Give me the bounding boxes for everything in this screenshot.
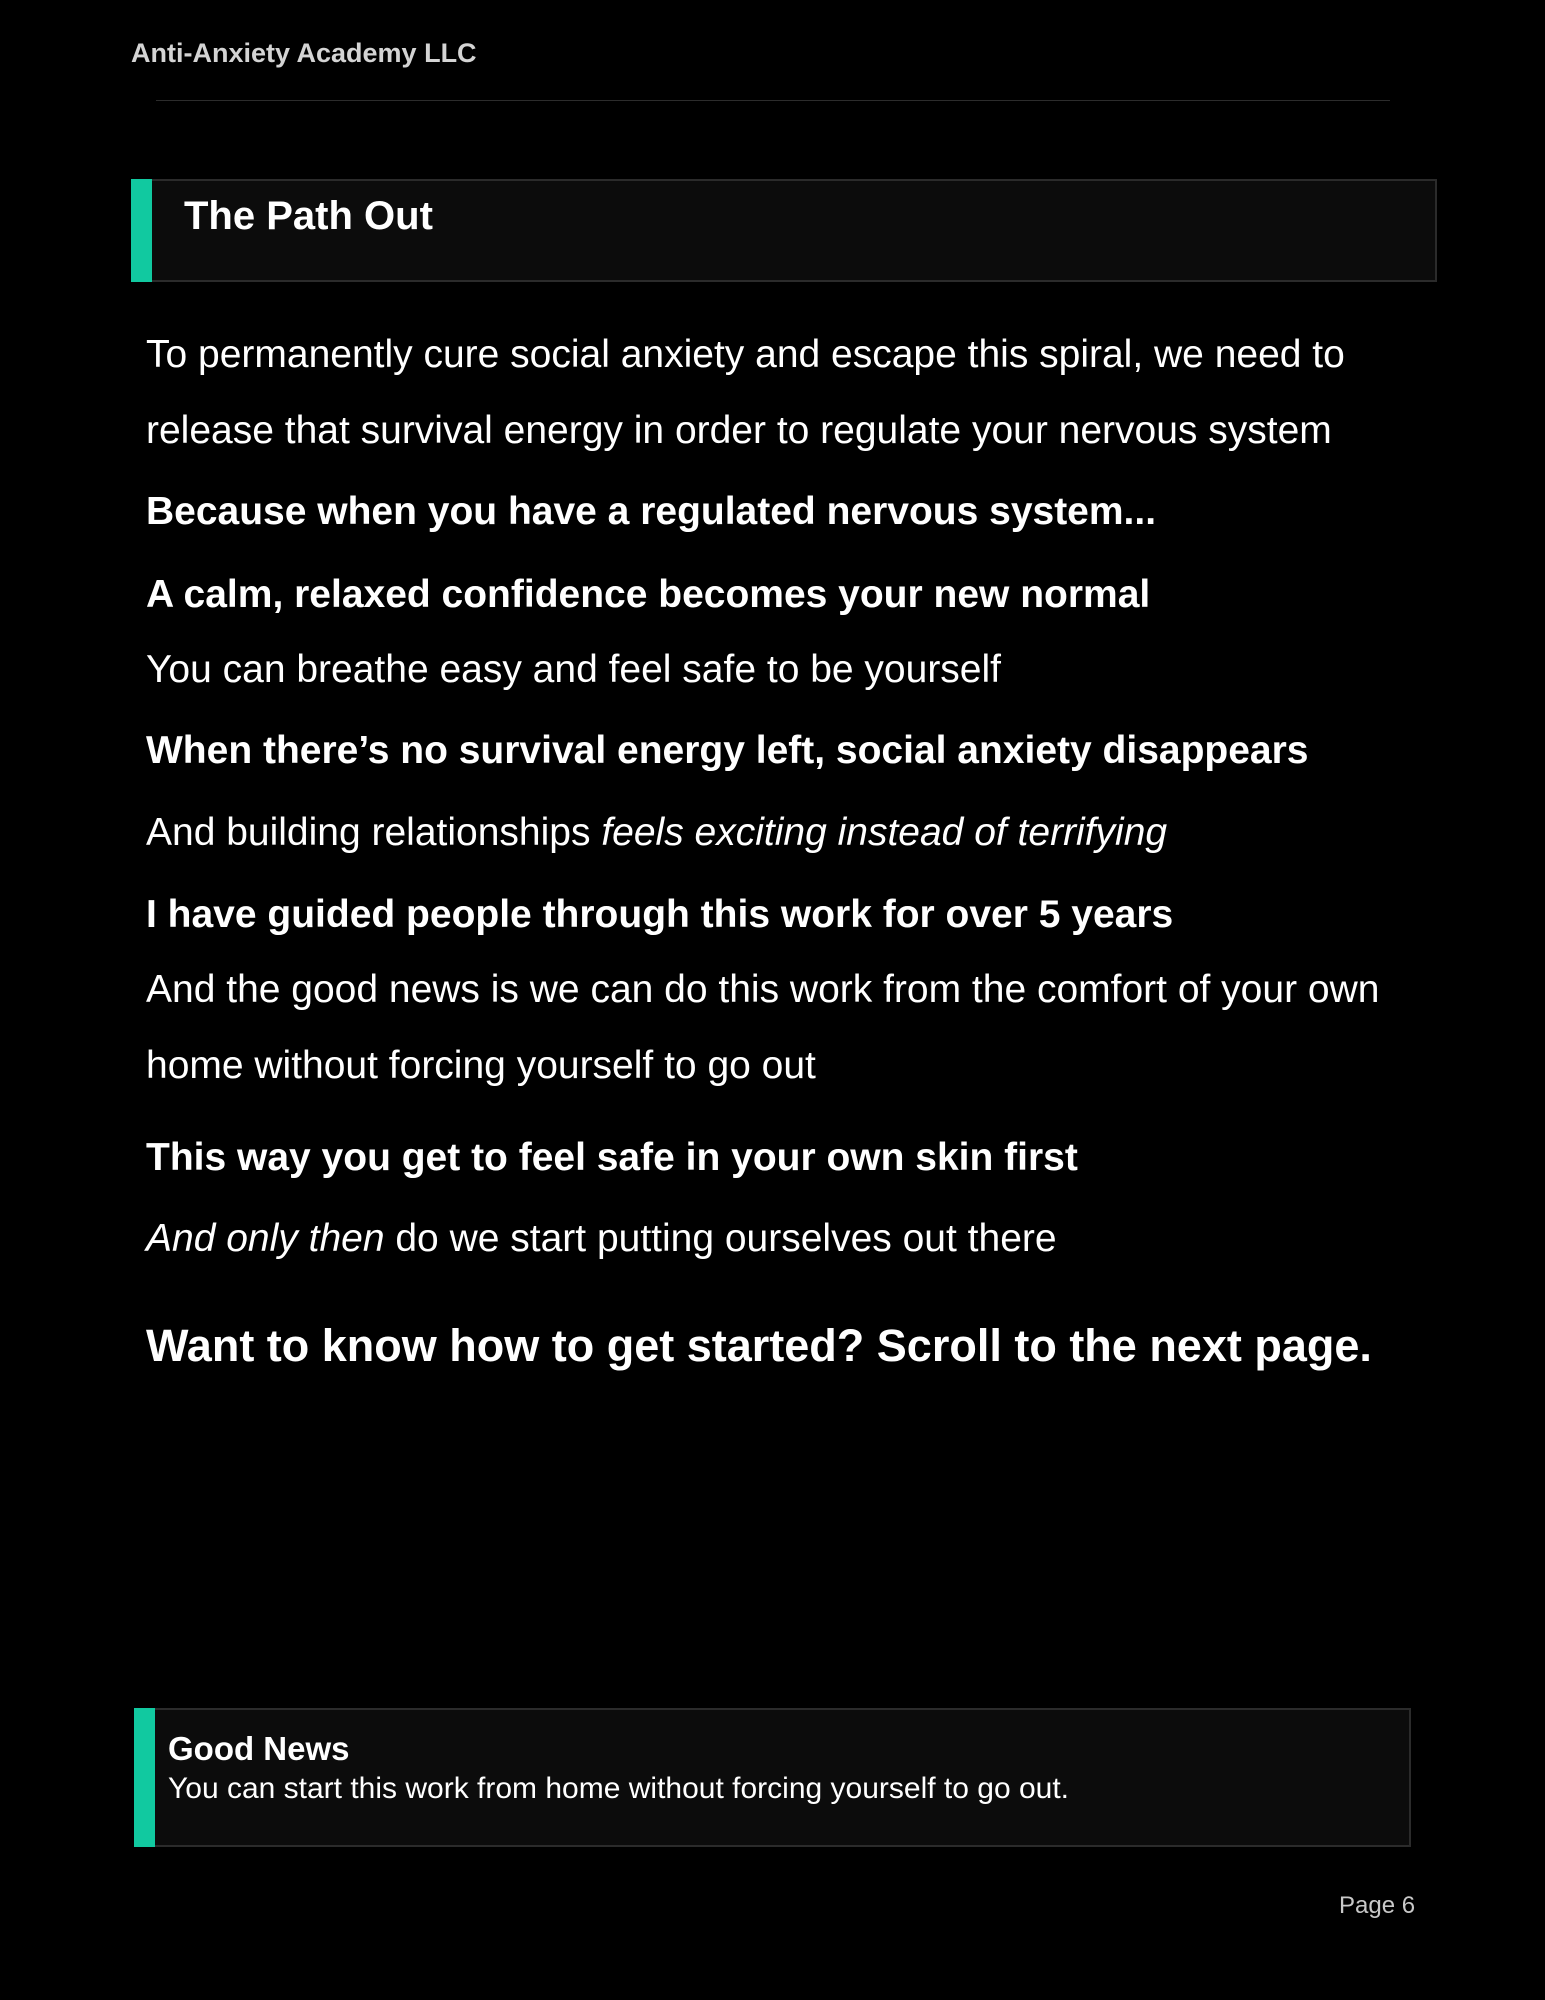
paragraph-breathe-easy: You can breathe easy and feel safe to be yourself — [146, 648, 1001, 691]
relationships-emphasis: feels exciting instead of terrifying — [601, 811, 1168, 854]
paragraph-1-line-1: To permanently cure social anxiety and escape this spiral, we need to — [146, 333, 1345, 376]
company-name: Anti-Anxiety Academy LLC — [131, 38, 477, 68]
good-news-callout — [134, 1708, 1411, 1847]
paragraph-relationships — [146, 811, 1167, 855]
callout-title: Good News — [168, 1730, 350, 1767]
call-to-action: Want to know how to get started? Scroll to the next page. — [146, 1320, 1372, 1371]
heading-experience: I have guided people through this work for over 5 years — [146, 893, 1174, 936]
only-then-text: do we start putting ourselves out there — [384, 1217, 1057, 1260]
paragraph-only-then — [146, 1217, 1057, 1261]
only-then-emphasis: And only then — [146, 1217, 385, 1260]
header-divider — [156, 100, 1390, 101]
paragraph-good-news-line-1: And the good news is we can do this work from the comfort of your own — [146, 968, 1380, 1011]
title-accent-bar — [131, 179, 152, 282]
callout-accent-bar — [134, 1708, 155, 1847]
heading-feel-safe: This way you get to feel safe in your own skin first — [146, 1136, 1078, 1179]
paragraph-good-news-line-2: home without forcing yourself to go out — [146, 1044, 816, 1087]
heading-survival-energy: When there’s no survival energy left, social anxiety disappears — [146, 729, 1309, 772]
section-title-box — [131, 179, 1437, 282]
relationships-text: And building relationships — [146, 811, 602, 854]
paragraph-1-line-2: release that survival energy in order to regulate your nervous system — [146, 409, 1332, 452]
page-number: Page 6 — [1339, 1892, 1416, 1919]
heading-calm-confidence: A calm, relaxed confidence becomes your new normal — [146, 573, 1151, 616]
section-title: The Path Out — [184, 194, 433, 238]
callout-body: You can start this work from home without forcing yourself to go out. — [168, 1772, 1069, 1805]
heading-regulated-system: Because when you have a regulated nervous system... — [146, 490, 1157, 533]
